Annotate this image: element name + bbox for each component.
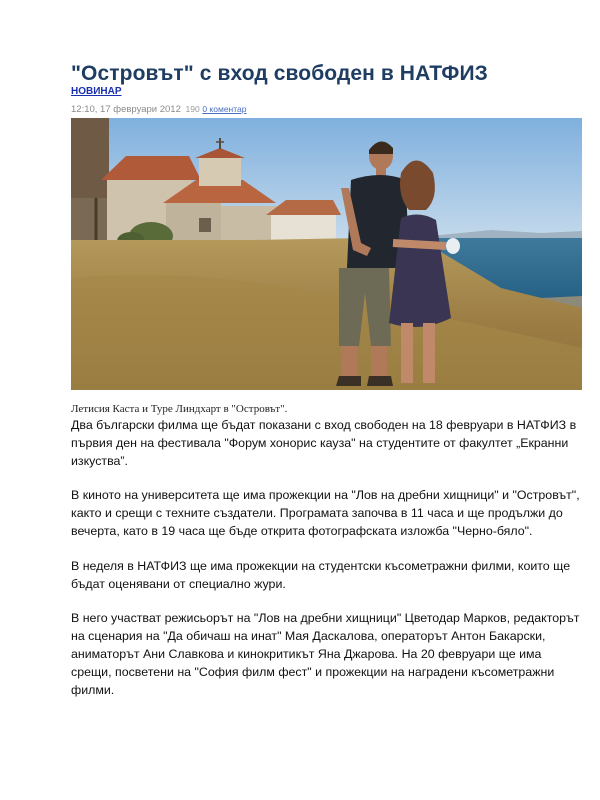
article-title: "Островът" с вход свободен в НАТФИЗ [71,62,488,85]
photo-caption: Летисия Каста и Туре Линдхарт в "Островът". [71,403,288,415]
article-body [71,417,582,699]
publish-date: 12:10, 17 февруари 2012 [71,104,181,115]
category-link[interactable]: НОВИНАР [71,86,122,97]
article [71,62,582,716]
paragraph: Два български филма ще бъдат показани с вход свободен на 18 февруари в НАТФИЗ в първия ден на фестивала "Форум хонорис кауза" на студентите от факултет „Екранни изкуства”. [71,418,577,468]
article-meta [71,103,582,116]
article-photo [71,118,582,390]
paragraph: В киното на университета ще има прожекции на "Лов на дребни хищници" и "Островът", както и срещи с техните създатели. Програмата започва в 11 часа и ще продължи до вечерта, като в 19 часа ще бъде открита фотографската изложба "Черно-бяло". [71,488,580,538]
paragraph: В неделя в НАТФИЗ ще има прожекции на студентски късометражни филми, които ще бъдат оценявани от специално жури. [71,558,571,591]
paragraph: В него участват режисьорът на "Лов на дребни хищници" Цветодар Марков, редакторът на сценария на "Да обичаш на инат" Мая Даскалова, операторът Антон Бакарски, аниматорът Ани Славкова и кинокритикът Яна Джарова. На 20 февруари ще има срещи, посветени на "София филм фест" и прожекции на наградени късометражни филми. [71,611,580,697]
view-count: 190 [185,104,200,114]
comments-link[interactable]: 0 коментар [202,104,247,114]
